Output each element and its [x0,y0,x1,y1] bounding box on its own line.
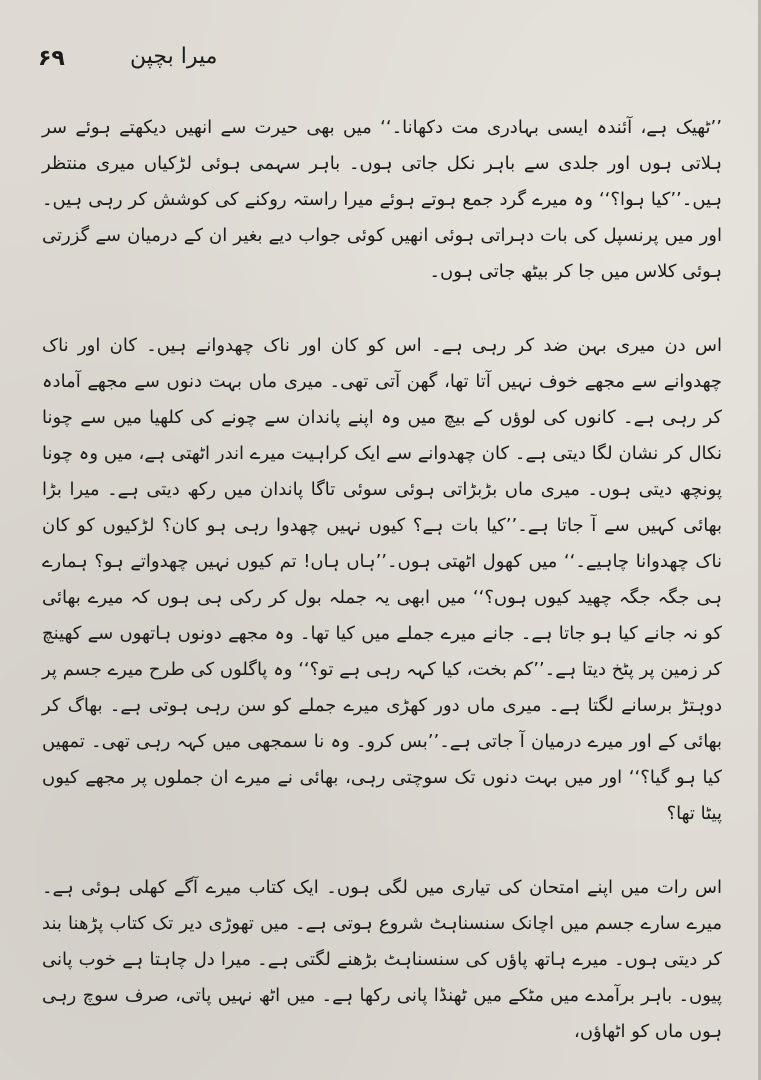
body-text [42,110,722,1050]
page-number: ۶۹ [38,46,65,71]
paragraph-3: اس رات میں اپنے امتحان کی تیاری میں لگی ہوں۔ ایک کتاب میرے آگے کھلی ہوئی ہے۔ میرے سارے جسم میں اچانک سنسناہٹ شروع ہوتی ہے۔ میں تھوڑی دیر تک کتاب پڑھنا بند کر دیتی ہوں۔ میرے ہاتھ پاؤں کی سنسناہٹ بڑھنے لگتی ہے۔ میرا دل چاہتا ہے خوب پانی پیوں۔ باہر برآمدے میں مٹکے میں ٹھنڈا پانی رکھا ہے۔ میں اٹھ نہیں پاتی، صرف سوچ رہی ہوں ماں کو اٹھاؤں، [42,877,722,1042]
paragraph-2: اس دن میری بہن ضد کر رہی ہے۔ اس کو کان اور ناک چھدوانے ہیں۔ کان اور ناک چھدوانے سے مجھے خوف نہیں آتا تھا، گھن آتی تھی۔ میری ماں بہت دنوں سے مجھے آمادہ کر رہی ہے۔ کانوں کی لوؤں کے بیچ میں وہ اپنے پاندان سے چونے کی کلھیا میں سے چونا نکال کر نشان لگا دیتی ہے۔ کان چھدوانے سے ایک کراہیت میرے اندر اٹھتی ہے، میں وہ چونا پونچھ دیتی ہوں۔ میری ماں بڑبڑاتی ہوئی سوئی تاگا پاندان میں رکھ دیتی ہے۔ میرا بڑا بھائی کہیں سے آ جاتا ہے۔’’کیا بات ہے؟ کیوں نہیں چھدوا رہی ہو کان؟ لڑکیوں کو کان ناک چھدوانا چاہیے۔‘‘ میں کھول اٹھتی ہوں۔’’ہاں ہاں! تم کیوں نہیں چھدواتے ہو؟ ہمارے ہی جگہ جگہ چھید کیوں ہوں؟‘‘ میں ابھی یہ جملہ بول کر رکی ہی ہوں کہ میرے بھائی کو نہ جانے کیا ہو جاتا ہے۔ جانے میرے جملے میں کیا تھا۔ وہ مجھے دونوں ہاتھوں سے کھینچ کر زمین پر پٹخ دیتا ہے۔’’کم بخت، کیا کہہ رہی ہے تو؟‘‘ وہ پاگلوں کی طرح میرے جسم پر دوہتڑ برسانے لگتا ہے۔ میری ماں دور کھڑی میرے جملے کو سن رہی ہوتی ہے۔ بھاگ کر بھائی کے اور میرے درمیان آ جاتی ہے۔’’بس کرو۔ وہ نا سمجھی میں کہہ رہی تھی۔ تمھیں کیا ہو گیا؟‘‘ اور میں بہت دنوں تک سوچتی رہی، بھائی نے میرے ان جملوں پر مجھے کیوں پیٹا تھا؟ [42,335,722,824]
paragraph-1: ’’ٹھیک ہے، آئندہ ایسی بہادری مت دکھانا۔‘‘ میں بھی حیرت سے انھیں دیکھتے ہوئے سر ہلاتی ہوں اور جلدی سے باہر نکل جاتی ہوں۔ باہر سہمی ہوئی لڑکیاں میری منتظر ہیں۔’’کیا ہوا؟‘‘ وہ میرے گرد جمع ہوتے ہوئے میرا راستہ روکنے کی کوشش کر رہی ہیں۔ اور میں پرنسپل کی بات دہراتی ہوئی انھیں کوئی جواب دیے بغیر ان کے درمیان سے گزرتی ہوئی کلاس میں جا کر بیٹھ جاتی ہوں۔ [42,117,722,282]
running-title: میرا بچپن [130,44,218,69]
page-header [0,42,761,82]
